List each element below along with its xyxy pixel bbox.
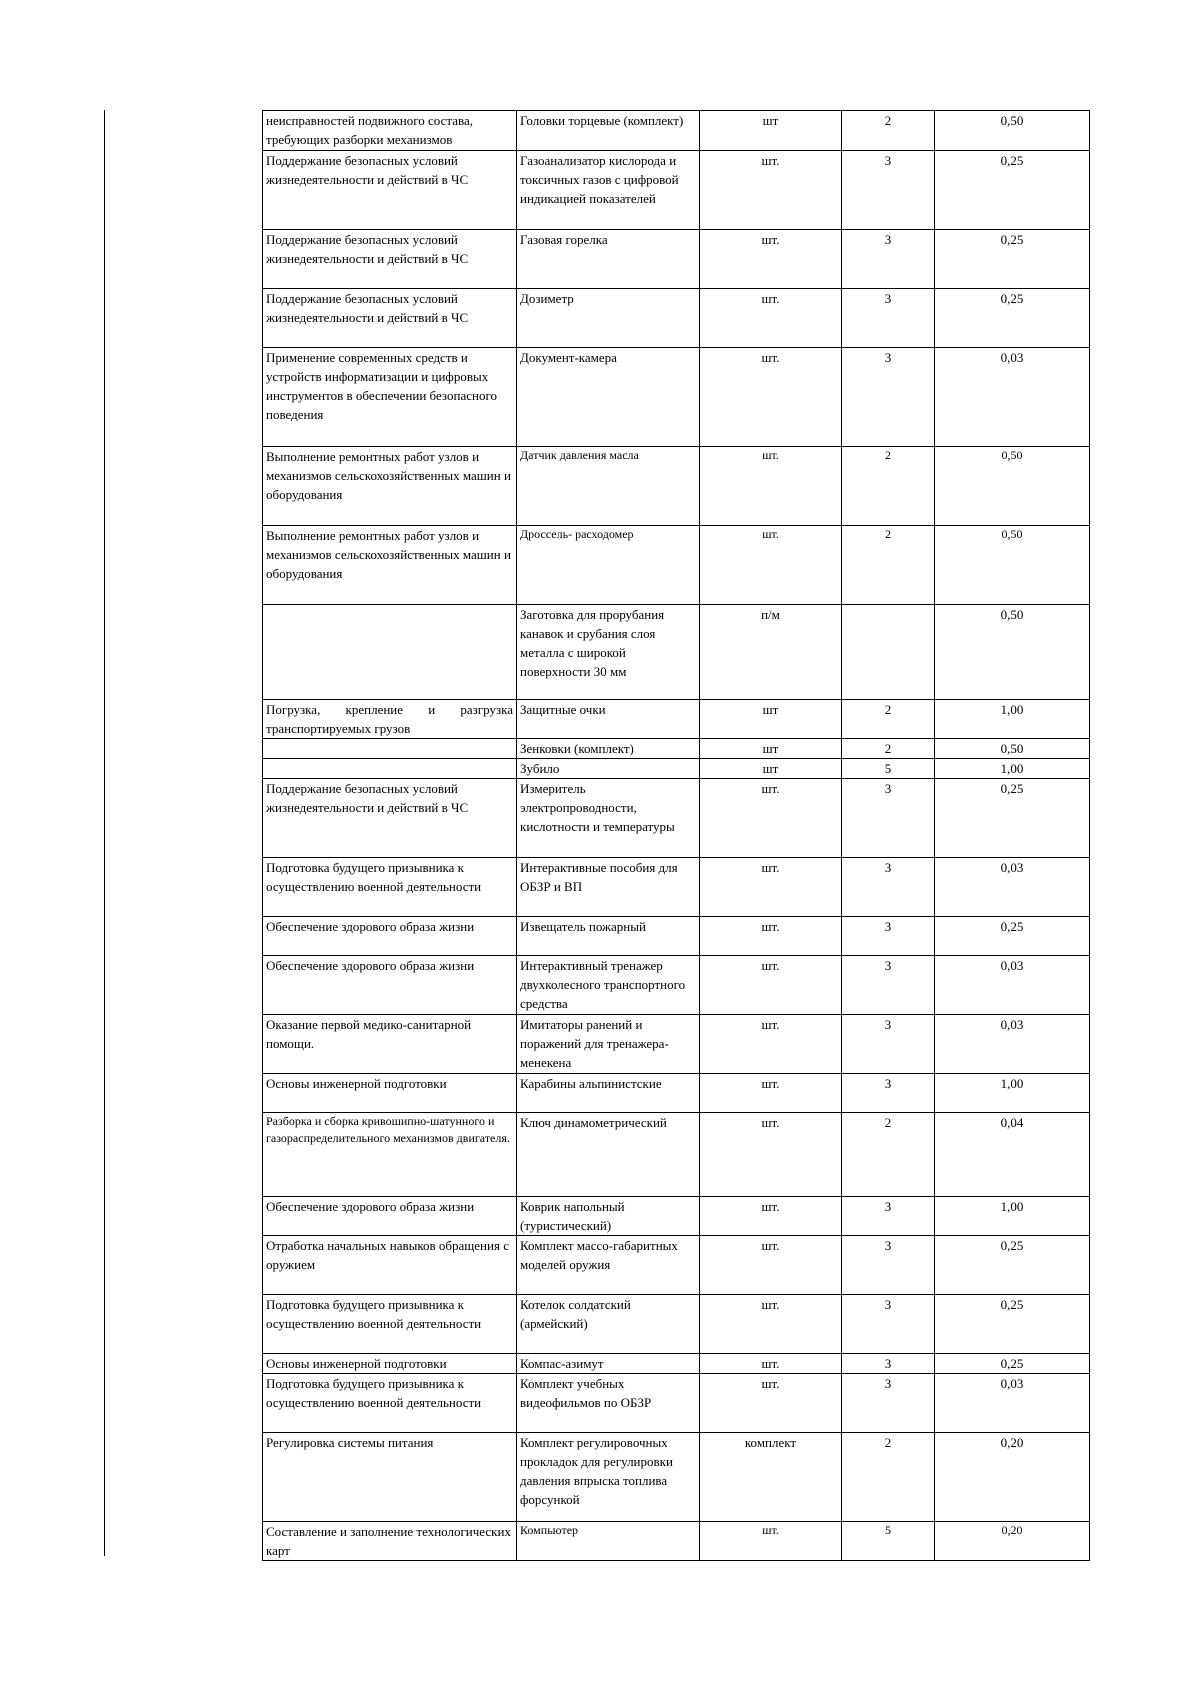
item-cell: Комплект учебных видеофильмов по ОБЗР bbox=[517, 1374, 700, 1433]
rate-cell: 0,20 bbox=[935, 1433, 1090, 1522]
page-margin-line bbox=[104, 110, 105, 1556]
unit-cell: шт. bbox=[700, 526, 842, 605]
table-row bbox=[263, 605, 1090, 700]
unit-cell: п/м bbox=[700, 605, 842, 700]
area-cell: Обеспечение здорового образа жизни bbox=[263, 1197, 517, 1236]
qty-cell: 3 bbox=[842, 1197, 935, 1236]
table-row bbox=[263, 700, 1090, 739]
area-cell bbox=[263, 605, 517, 700]
table-row bbox=[263, 1074, 1090, 1113]
rate-cell: 1,00 bbox=[935, 1197, 1090, 1236]
rate-cell: 0,50 bbox=[935, 739, 1090, 759]
qty-cell: 2 bbox=[842, 739, 935, 759]
qty-cell: 3 bbox=[842, 289, 935, 348]
unit-cell: комплект bbox=[700, 1433, 842, 1522]
unit-cell: шт bbox=[700, 111, 842, 151]
item-cell: Документ-камера bbox=[517, 348, 700, 447]
rate-cell: 0,03 bbox=[935, 858, 1090, 917]
unit-cell: шт. bbox=[700, 447, 842, 526]
area-cell: Основы инженерной подготовки bbox=[263, 1354, 517, 1374]
rate-cell: 1,00 bbox=[935, 759, 1090, 779]
item-cell: Ключ динамометрический bbox=[517, 1113, 700, 1197]
table-row bbox=[263, 348, 1090, 447]
unit-cell: шт. bbox=[700, 1354, 842, 1374]
table-row bbox=[263, 779, 1090, 858]
unit-cell: шт. bbox=[700, 289, 842, 348]
rate-cell: 0,03 bbox=[935, 1015, 1090, 1074]
item-cell: Зенковки (комплект) bbox=[517, 739, 700, 759]
item-cell: Компьютер bbox=[517, 1522, 700, 1561]
area-cell: неисправностей подвижного состава, требующих разборки механизмов bbox=[263, 111, 517, 151]
rate-cell: 0,03 bbox=[935, 956, 1090, 1015]
item-cell: Имитаторы ранений и поражений для тренажера-менекена bbox=[517, 1015, 700, 1074]
rate-cell: 0,04 bbox=[935, 1113, 1090, 1197]
table-row bbox=[263, 1522, 1090, 1561]
item-cell: Защитные очки bbox=[517, 700, 700, 739]
item-text: Комплект регулировочных прокладок для регулировки давления впрыска топлива форсункой bbox=[520, 1435, 673, 1507]
qty-cell: 3 bbox=[842, 1354, 935, 1374]
table-row bbox=[263, 956, 1090, 1015]
table-row bbox=[263, 1236, 1090, 1295]
qty-cell: 3 bbox=[842, 779, 935, 858]
rate-cell: 0,25 bbox=[935, 1354, 1090, 1374]
rate-cell: 0,25 bbox=[935, 779, 1090, 858]
table-row bbox=[263, 917, 1090, 956]
qty-cell: 2 bbox=[842, 447, 935, 526]
table-row bbox=[263, 759, 1090, 779]
qty-cell: 3 bbox=[842, 230, 935, 289]
qty-cell: 2 bbox=[842, 700, 935, 739]
area-cell: Регулировка системы питания bbox=[263, 1433, 517, 1522]
table-row bbox=[263, 1354, 1090, 1374]
area-cell: Поддержание безопасных условий жизнедеятельности и действий в ЧС bbox=[263, 779, 517, 858]
qty-cell: 3 bbox=[842, 1015, 935, 1074]
rate-cell: 0,25 bbox=[935, 289, 1090, 348]
qty-cell: 2 bbox=[842, 1433, 935, 1522]
rate-cell: 0,25 bbox=[935, 1295, 1090, 1354]
item-cell: Головки торцевые (комплект) bbox=[517, 111, 700, 151]
rate-cell: 0,25 bbox=[935, 230, 1090, 289]
rate-cell: 0,03 bbox=[935, 1374, 1090, 1433]
item-cell: Извещатель пожарный bbox=[517, 917, 700, 956]
table-row bbox=[263, 858, 1090, 917]
rate-cell: 1,00 bbox=[935, 700, 1090, 739]
area-cell: Применение современных средств и устройств информатизации и цифровых инструментов в обеспечении безопасного поведения bbox=[263, 348, 517, 447]
item-cell: Комплект массо-габаритных моделей оружия bbox=[517, 1236, 700, 1295]
rate-cell: 0,50 bbox=[935, 605, 1090, 700]
unit-cell: шт. bbox=[700, 1374, 842, 1433]
area-cell: Поддержание безопасных условий жизнедеятельности и действий в ЧС bbox=[263, 151, 517, 230]
area-cell: Поддержание безопасных условий жизнедеятельности и действий в ЧС bbox=[263, 230, 517, 289]
area-cell: Подготовка будущего призывника к осуществлению военной деятельности bbox=[263, 858, 517, 917]
area-cell: Погрузка, крепление и разгрузка транспортируемых грузов bbox=[263, 700, 517, 739]
qty-cell: 3 bbox=[842, 1295, 935, 1354]
item-cell bbox=[517, 1433, 700, 1522]
area-cell: Поддержание безопасных условий жизнедеятельности и действий в ЧС bbox=[263, 289, 517, 348]
area-cell: Обеспечение здорового образа жизни bbox=[263, 956, 517, 1015]
unit-cell: шт. bbox=[700, 1074, 842, 1113]
qty-cell: 2 bbox=[842, 111, 935, 151]
area-cell bbox=[263, 759, 517, 779]
rate-cell: 0,20 bbox=[935, 1522, 1090, 1561]
unit-cell: шт. bbox=[700, 1295, 842, 1354]
table-row bbox=[263, 289, 1090, 348]
item-cell: Газовая горелка bbox=[517, 230, 700, 289]
unit-cell: шт bbox=[700, 759, 842, 779]
unit-cell: шт. bbox=[700, 779, 842, 858]
unit-cell: шт. bbox=[700, 858, 842, 917]
item-cell: Коврик напольный (туристический) bbox=[517, 1197, 700, 1236]
area-cell: Отработка начальных навыков обращения с оружием bbox=[263, 1236, 517, 1295]
qty-cell: 3 bbox=[842, 1236, 935, 1295]
unit-cell: шт. bbox=[700, 917, 842, 956]
item-cell: Заготовка для прорубания канавок и срубания слоя металла с широкой поверхности 30 мм bbox=[517, 605, 700, 700]
unit-cell: шт. bbox=[700, 1236, 842, 1295]
area-cell: Подготовка будущего призывника к осуществлению военной деятельности bbox=[263, 1295, 517, 1354]
qty-cell: 3 bbox=[842, 917, 935, 956]
area-cell: Подготовка будущего призывника к осуществлению военной деятельности bbox=[263, 1374, 517, 1433]
qty-cell: 3 bbox=[842, 956, 935, 1015]
qty-cell: 3 bbox=[842, 1074, 935, 1113]
area-cell: Выполнение ремонтных работ узлов и механизмов сельскохозяйственных машин и оборудования bbox=[263, 447, 517, 526]
qty-cell: 5 bbox=[842, 759, 935, 779]
qty-cell: 3 bbox=[842, 858, 935, 917]
unit-cell: шт. bbox=[700, 956, 842, 1015]
qty-cell: 3 bbox=[842, 348, 935, 447]
area-cell: Оказание первой медико-санитарной помощи. bbox=[263, 1015, 517, 1074]
rate-cell: 0,50 bbox=[935, 526, 1090, 605]
table-row bbox=[263, 1113, 1090, 1197]
unit-cell: шт. bbox=[700, 230, 842, 289]
area-cell: Обеспечение здорового образа жизни bbox=[263, 917, 517, 956]
item-cell: Компас-азимут bbox=[517, 1354, 700, 1374]
equipment-table bbox=[262, 110, 1090, 1561]
rate-cell: 0,25 bbox=[935, 917, 1090, 956]
rate-cell: 0,25 bbox=[935, 1236, 1090, 1295]
table-row bbox=[263, 739, 1090, 759]
qty-cell: 2 bbox=[842, 526, 935, 605]
item-cell: Интерактивные пособия для ОБЗР и ВП bbox=[517, 858, 700, 917]
area-cell: Составление и заполнение технологических карт bbox=[263, 1522, 517, 1561]
qty-cell: 5 bbox=[842, 1522, 935, 1561]
qty-cell: 3 bbox=[842, 1374, 935, 1433]
area-cell bbox=[263, 739, 517, 759]
table-row bbox=[263, 1015, 1090, 1074]
table-row bbox=[263, 447, 1090, 526]
table-row bbox=[263, 1295, 1090, 1354]
rate-cell: 0,50 bbox=[935, 111, 1090, 151]
table-row bbox=[263, 526, 1090, 605]
unit-cell: шт. bbox=[700, 1197, 842, 1236]
table-row bbox=[263, 151, 1090, 230]
table-row bbox=[263, 1433, 1090, 1522]
unit-cell: шт. bbox=[700, 1015, 842, 1074]
unit-cell: шт. bbox=[700, 348, 842, 447]
item-cell: Газоанализатор кислорода и токсичных газов с цифровой индикацией показателей bbox=[517, 151, 700, 230]
unit-cell: шт. bbox=[700, 1522, 842, 1561]
area-cell: Разборка и сборка кривошипно-шатунного и газораспределительного механизмов двигателя. bbox=[263, 1113, 517, 1197]
unit-cell: шт bbox=[700, 739, 842, 759]
qty-cell: 3 bbox=[842, 151, 935, 230]
item-cell: Дозиметр bbox=[517, 289, 700, 348]
qty-cell: 2 bbox=[842, 1113, 935, 1197]
unit-cell: шт. bbox=[700, 1113, 842, 1197]
area-cell: Выполнение ремонтных работ узлов и механизмов сельскохозяйственных машин и оборудования bbox=[263, 526, 517, 605]
item-cell: Измеритель электропроводности, кислотности и температуры bbox=[517, 779, 700, 858]
item-cell: Датчик давления масла bbox=[517, 447, 700, 526]
qty-cell bbox=[842, 605, 935, 700]
item-cell: Котелок солдатский (армейский) bbox=[517, 1295, 700, 1354]
unit-cell: шт. bbox=[700, 151, 842, 230]
rate-cell: 0,50 bbox=[935, 447, 1090, 526]
table-row bbox=[263, 1374, 1090, 1433]
unit-cell: шт bbox=[700, 700, 842, 739]
rate-cell: 0,25 bbox=[935, 151, 1090, 230]
table-row bbox=[263, 230, 1090, 289]
rate-cell: 0,03 bbox=[935, 348, 1090, 447]
table-row bbox=[263, 1197, 1090, 1236]
item-cell: Дроссель- расходомер bbox=[517, 526, 700, 605]
item-cell: Карабины альпинистские bbox=[517, 1074, 700, 1113]
table-row bbox=[263, 111, 1090, 151]
rate-cell: 1,00 bbox=[935, 1074, 1090, 1113]
item-cell: Интерактивный тренажер двухколесного транспортного средства bbox=[517, 956, 700, 1015]
area-cell: Основы инженерной подготовки bbox=[263, 1074, 517, 1113]
item-cell: Зубило bbox=[517, 759, 700, 779]
